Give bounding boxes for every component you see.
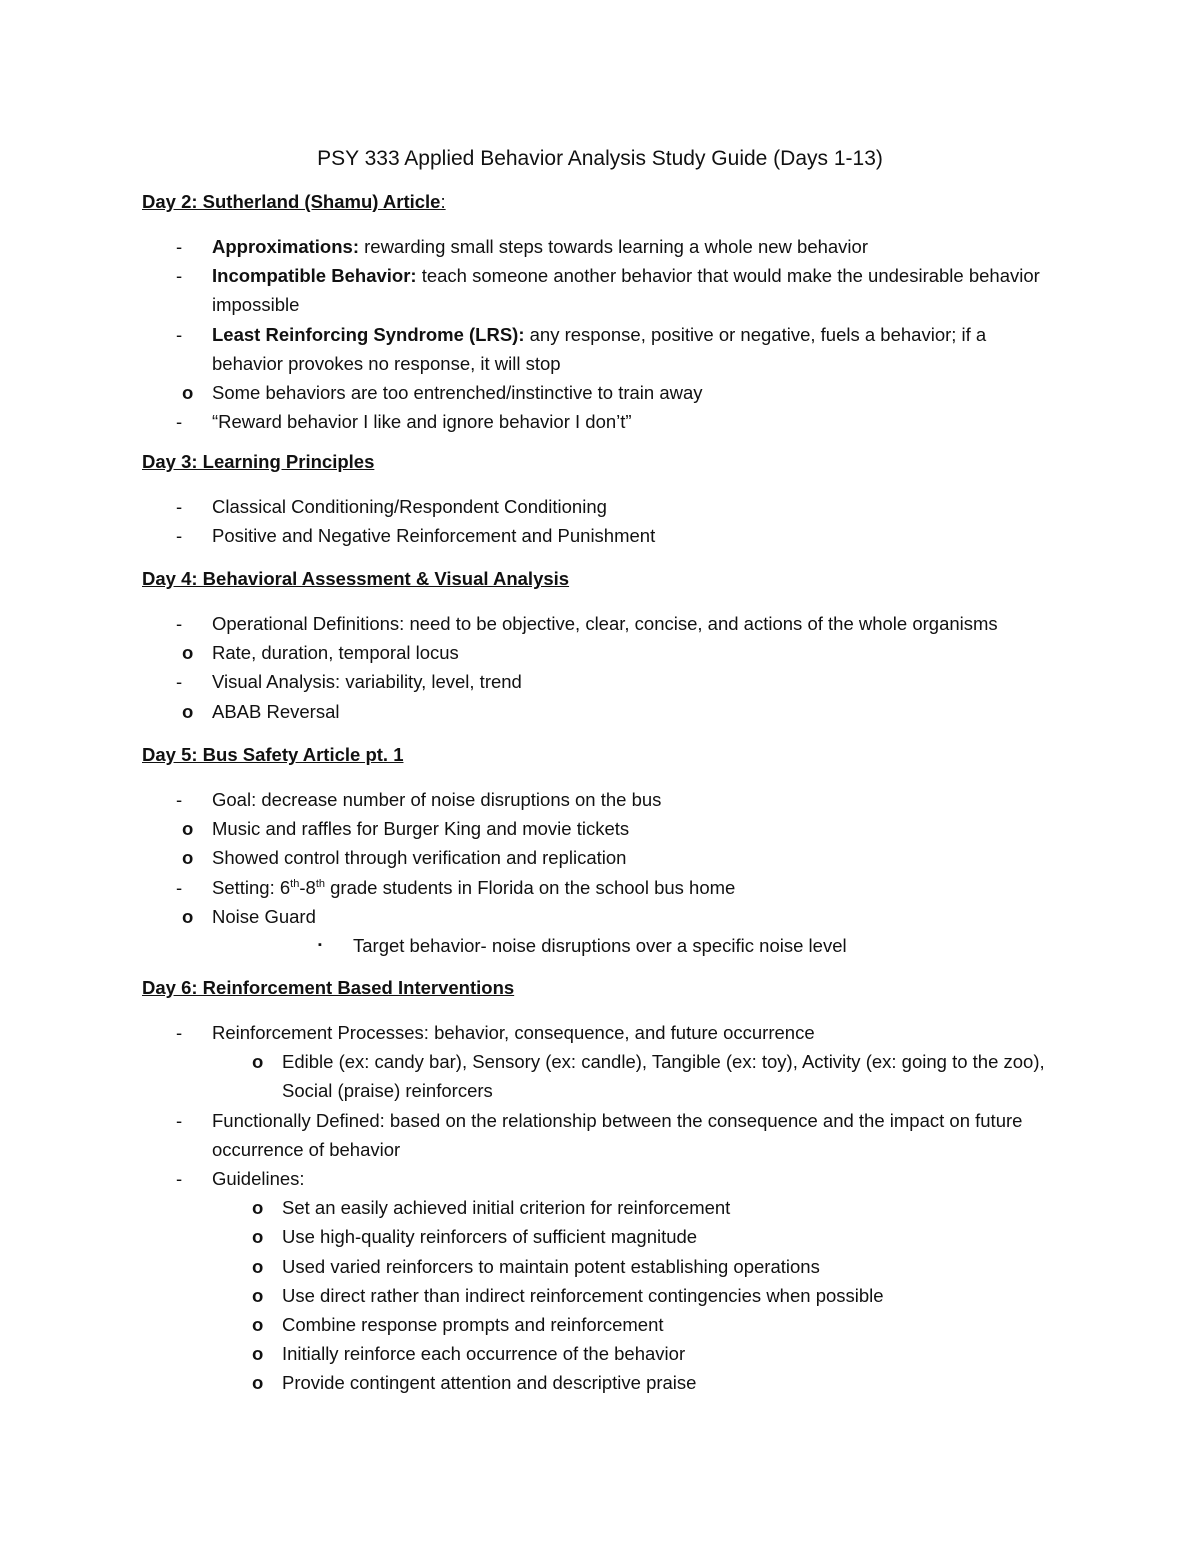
list-item: - Positive and Negative Reinforcement and Punishment xyxy=(142,521,1062,550)
circle-bullet: o xyxy=(182,642,194,664)
list-item: - Setting: 6th-8th grade students in Florida on the school bus home xyxy=(142,873,1062,902)
sub-list-item: o Set an easily achieved initial criterion for reinforcement xyxy=(142,1193,1062,1222)
section-day-5 xyxy=(142,741,1062,960)
section-heading: Day 6: Reinforcement Based Interventions xyxy=(142,977,515,998)
sub-list-item: o Music and raffles for Burger King and movie tickets xyxy=(142,814,1062,843)
list-item: - Reinforcement Processes: behavior, consequence, and future occurrence xyxy=(142,1018,1062,1047)
dash-bullet: - xyxy=(176,525,183,547)
section-heading: Day 2: Sutherland (Shamu) Article: xyxy=(142,191,446,212)
circle-bullet: o xyxy=(252,1314,264,1336)
circle-bullet: o xyxy=(252,1343,264,1365)
sub-sub-list-item: ▪ Target behavior- noise disruptions over a specific noise level xyxy=(142,931,1062,960)
circle-bullet: o xyxy=(252,1051,264,1073)
dash-bullet: - xyxy=(176,789,183,810)
list-item: - Visual Analysis: variability, level, trend xyxy=(142,667,1062,696)
list-item: - Approximations: rewarding small steps towards learning a whole new behavior xyxy=(142,232,1062,261)
circle-bullet: o xyxy=(182,382,194,404)
list-item: - Operational Definitions: need to be objective, clear, concise, and actions of the whole organisms xyxy=(142,609,1062,638)
dash-bullet: - xyxy=(176,1022,183,1043)
list-item: - Least Reinforcing Syndrome (LRS): any response, positive or negative, fuels a behavior; if a behavior provokes no response, it will stop xyxy=(142,320,1062,378)
circle-bullet: o xyxy=(252,1197,264,1219)
dash-bullet: - xyxy=(176,613,183,634)
bullet-list xyxy=(142,232,1062,436)
list-item: - Goal: decrease number of noise disruptions on the bus xyxy=(142,785,1062,814)
sub-list-item: o Combine response prompts and reinforcement xyxy=(142,1310,1062,1339)
list-item: - Functionally Defined: based on the relationship between the consequence and the impact on future occurrence of behavior xyxy=(142,1106,1062,1164)
circle-bullet: o xyxy=(182,818,194,840)
sub-list-item: o Use direct rather than indirect reinforcement contingencies when possible xyxy=(142,1281,1062,1310)
circle-bullet: o xyxy=(182,905,194,927)
dash-bullet: - xyxy=(176,265,183,287)
circle-bullet: o xyxy=(182,700,194,722)
sub-list-item: o Some behaviors are too entrenched/instinctive to train away xyxy=(142,378,1062,407)
dash-bullet: - xyxy=(176,411,183,433)
bullet-list xyxy=(142,785,1062,960)
sub-list-item: o Used varied reinforcers to maintain potent establishing operations xyxy=(142,1252,1062,1281)
square-bullet: ▪ xyxy=(318,939,322,952)
circle-bullet: o xyxy=(252,1226,264,1248)
dash-bullet: - xyxy=(176,496,183,517)
section-day-4 xyxy=(142,565,1062,726)
sub-list-item: o Provide contingent attention and descriptive praise xyxy=(142,1368,1062,1397)
sub-list-item: o Showed control through verification and replication xyxy=(142,843,1062,872)
section-heading: Day 4: Behavioral Assessment & Visual Analysis xyxy=(142,568,570,589)
sub-list-item: o Noise Guard xyxy=(142,902,1062,931)
document-title: PSY 333 Applied Behavior Analysis Study Guide (Days 1-13) xyxy=(317,147,883,170)
sub-list-item: o Initially reinforce each occurrence of the behavior xyxy=(142,1339,1062,1368)
list-item: - Classical Conditioning/Respondent Conditioning xyxy=(142,492,1062,521)
list-item: - “Reward behavior I like and ignore behavior I don’t” xyxy=(142,407,1062,436)
sub-list-item: o Rate, duration, temporal locus xyxy=(142,638,1062,667)
bullet-list xyxy=(142,1018,1062,1398)
dash-bullet: - xyxy=(176,876,183,898)
section-heading: Day 3: Learning Principles xyxy=(142,451,375,472)
list-item: - Guidelines: xyxy=(142,1164,1062,1193)
section-heading: Day 5: Bus Safety Article pt. 1 xyxy=(142,744,404,765)
dash-bullet: - xyxy=(176,323,183,345)
circle-bullet: o xyxy=(252,1372,264,1394)
section-day-6 xyxy=(142,974,1062,1398)
bullet-list xyxy=(142,492,1062,550)
circle-bullet: o xyxy=(182,847,194,869)
sub-list-item: o ABAB Reversal xyxy=(142,697,1062,726)
sub-list-item: o Use high-quality reinforcers of sufficient magnitude xyxy=(142,1222,1062,1251)
dash-bullet: - xyxy=(176,236,183,257)
dash-bullet: - xyxy=(176,671,183,693)
circle-bullet: o xyxy=(252,1284,264,1306)
list-item: - Incompatible Behavior: teach someone another behavior that would make the undesirable behavior impossible xyxy=(142,261,1062,319)
section-day-3 xyxy=(142,448,1062,550)
bullet-list xyxy=(142,609,1062,726)
dash-bullet: - xyxy=(176,1109,183,1131)
circle-bullet: o xyxy=(252,1255,264,1277)
dash-bullet: - xyxy=(176,1168,183,1190)
section-day-2 xyxy=(142,188,1062,436)
sub-list-item: o Edible (ex: candy bar), Sensory (ex: candle), Tangible (ex: toy), Activity (ex: going to the zoo), Social (praise) reinforcers xyxy=(142,1047,1062,1105)
